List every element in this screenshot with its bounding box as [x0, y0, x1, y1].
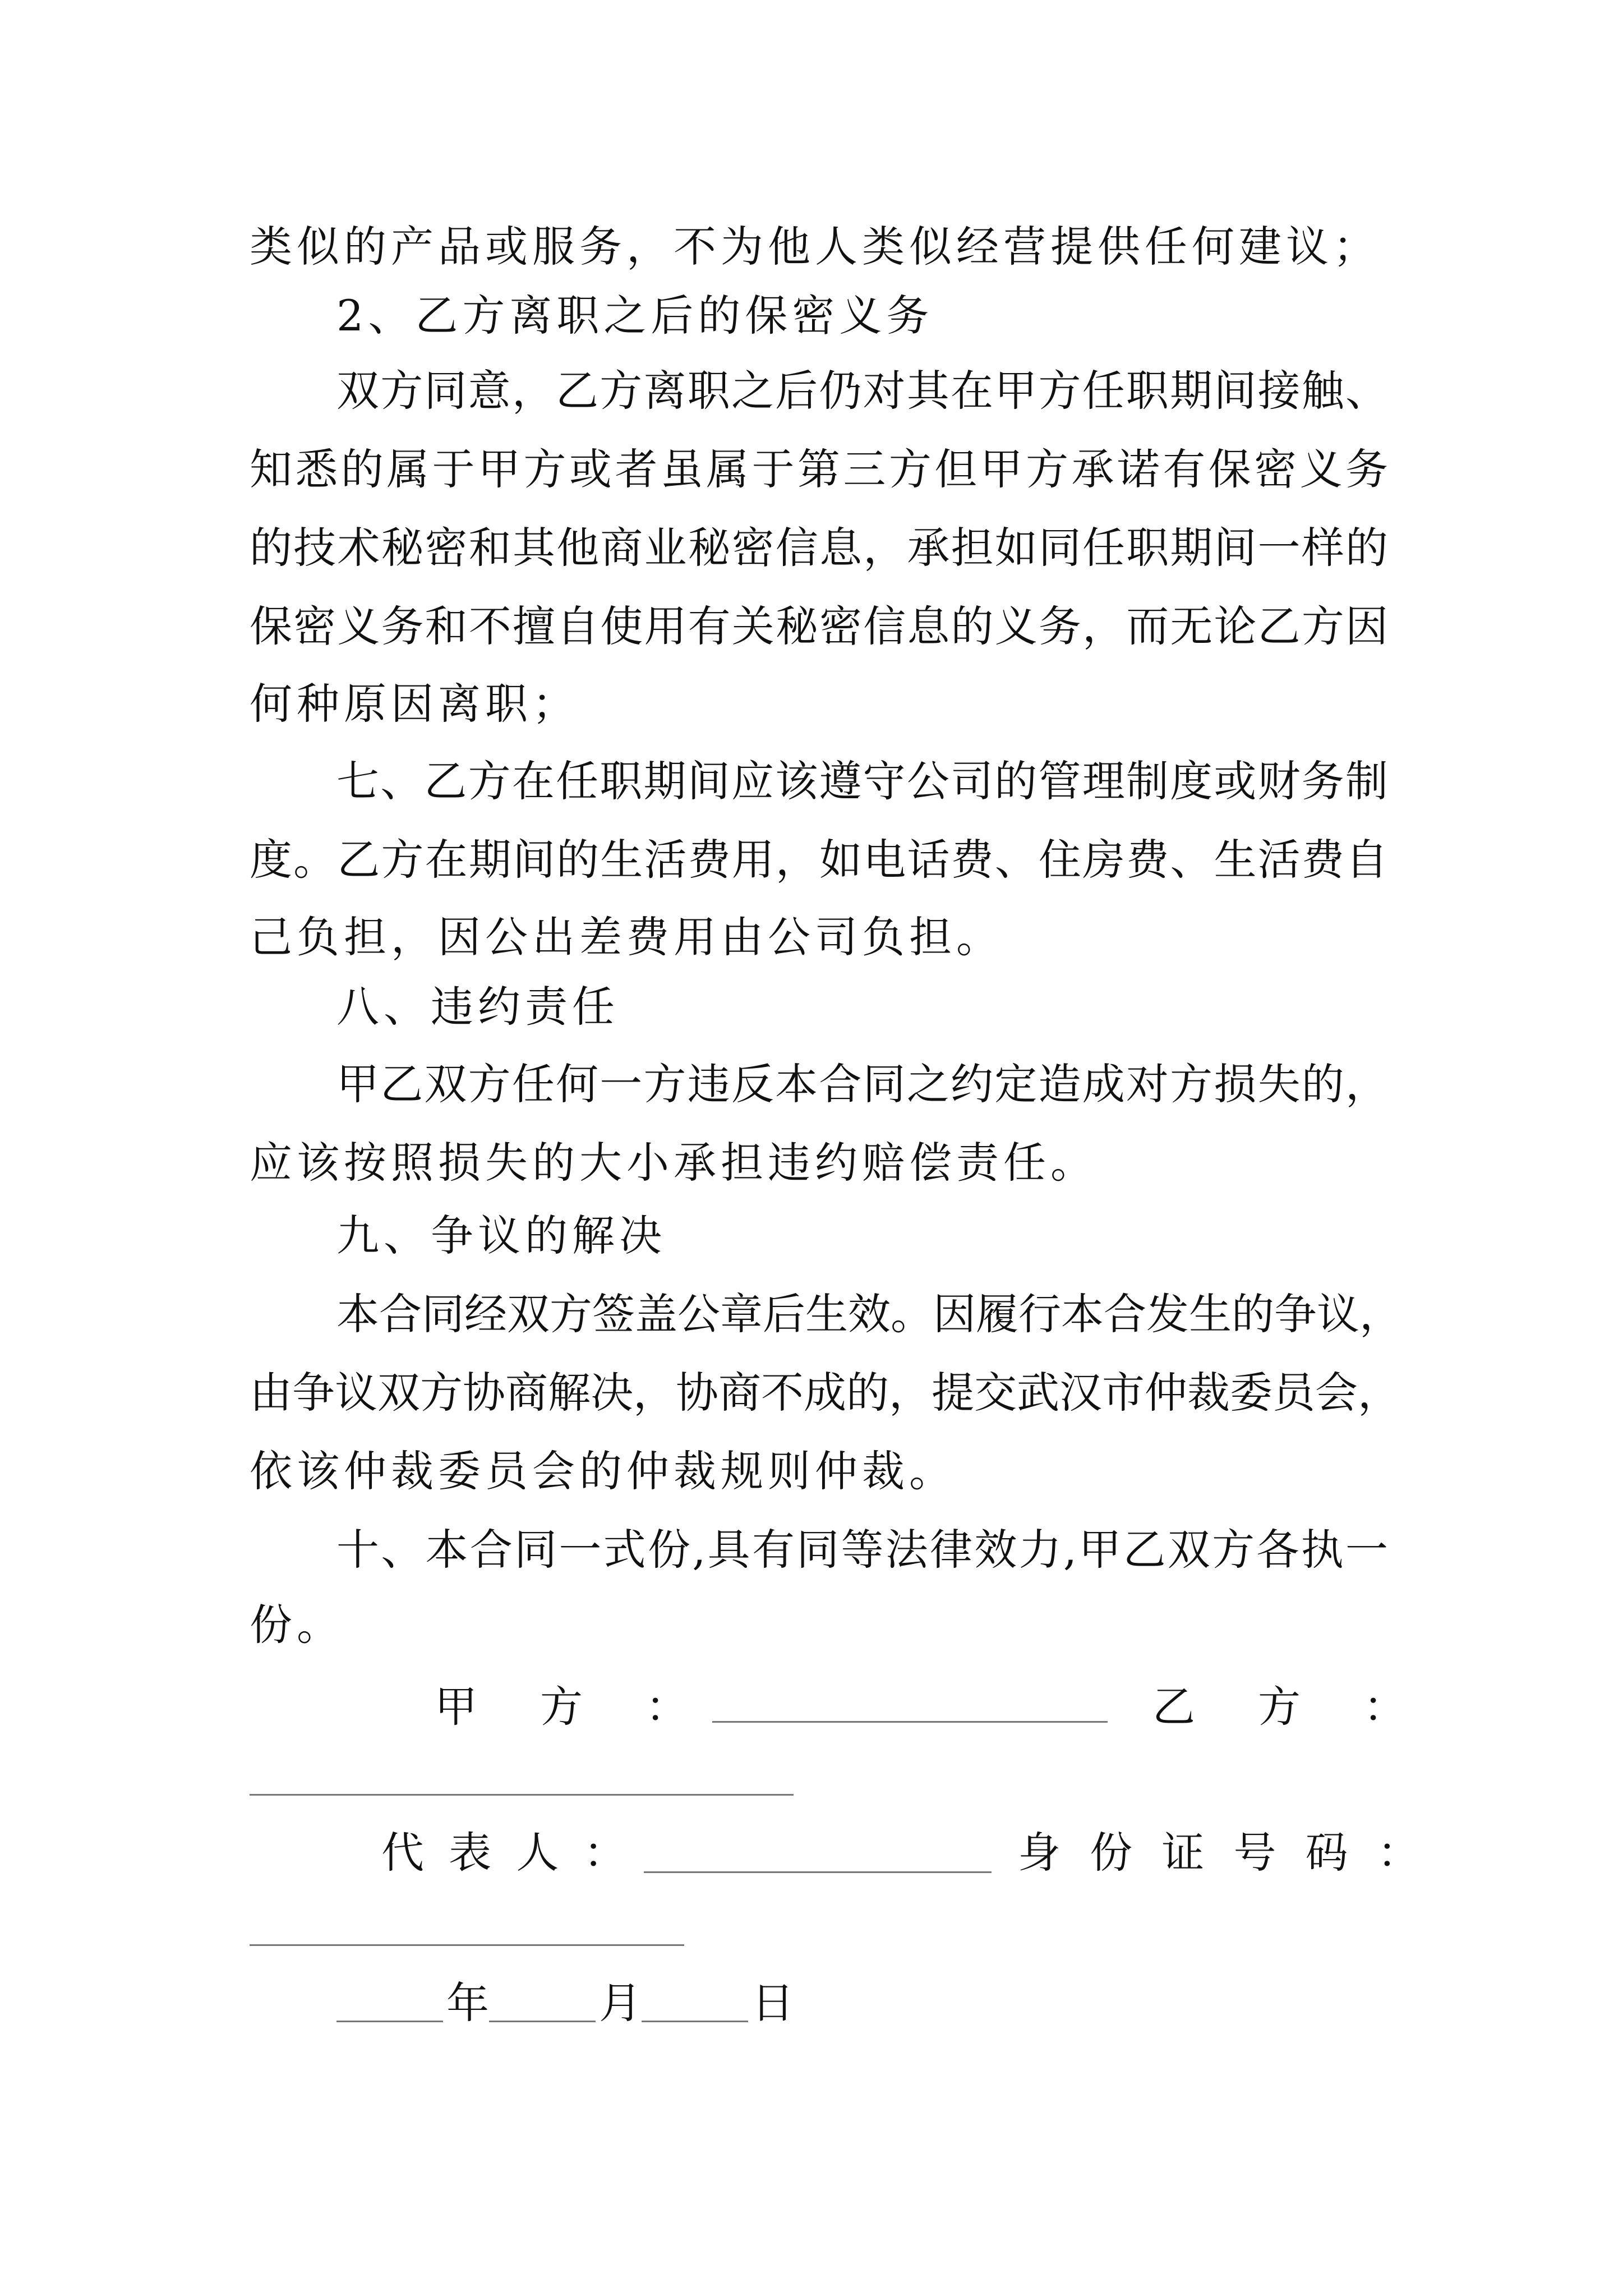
month-label: 月 [599, 1978, 642, 2028]
text-line-8: 七、乙方在任职期间应该遵守公司的管理制度或财务制 [336, 756, 1388, 806]
text-line-2: 2、乙方离职之后的保密义务 [336, 291, 934, 341]
text-line-10: 己负担，因公出差费用由公司负担。 [250, 912, 1003, 962]
text-line-12: 甲乙双方任何一方违反本合同之约定造成对方损失的， [336, 1059, 1388, 1109]
id-number-label: 身 份 证 号 码 ： [1018, 1828, 1428, 1878]
year-label: 年 [446, 1978, 489, 2028]
month-blank-line [489, 2021, 596, 2022]
text-line-15: 本合同经双方签盖公章后生效。因履行本合发生的争议， [336, 1289, 1402, 1339]
text-line-13: 应该按照损失的大小承担违约赔偿责任。 [250, 1138, 1098, 1188]
day-label: 日 [751, 1978, 794, 2028]
representative-signature-line [644, 1871, 992, 1873]
text-line-18: 十、本合同一式份,具有同等法律效力,甲乙双方各执一 [336, 1525, 1388, 1575]
text-line-17: 依该仲裁委员会的仲裁规则仲裁。 [250, 1446, 956, 1496]
party-b-signature-line [250, 1794, 794, 1796]
id-number-line [250, 1944, 684, 1946]
text-line-1: 类似的产品或服务，不为他人类似经营提供任何建议； [250, 222, 1380, 272]
party-a-signature-line [712, 1721, 1108, 1723]
text-line-6: 保密义务和不擅自使用有关秘密信息的义务，而无论乙方因 [250, 601, 1388, 651]
party-b-label: 乙 方 ： [1152, 1682, 1416, 1732]
section-heading-9: 九、争议的解决 [336, 1211, 666, 1260]
text-line-7: 何种原因离职； [250, 679, 579, 729]
text-line-16: 由争议双方协商解决，协商不成的，提交武汉市仲裁委员会， [250, 1368, 1400, 1418]
representative-label: 代 表 人 ： [381, 1828, 632, 1878]
text-line-3: 双方同意，乙方离职之后仍对其在甲方任职期间接触、 [336, 366, 1388, 416]
text-line-5: 的技术秘密和其他商业秘密信息，承担如同任职期间一样的 [250, 523, 1388, 573]
section-heading-8: 八、违约责任 [336, 982, 619, 1032]
day-blank-line [642, 2021, 748, 2022]
text-line-19: 份。 [250, 1600, 344, 1650]
party-a-label: 甲 方 ： [435, 1682, 698, 1732]
text-line-9: 度。乙方在期间的生活费用，如电话费、住房费、生活费自 [250, 835, 1388, 885]
year-blank-line [336, 2021, 443, 2022]
text-line-4: 知悉的属于甲方或者虽属于第三方但甲方承诺有保密义务 [250, 444, 1388, 494]
